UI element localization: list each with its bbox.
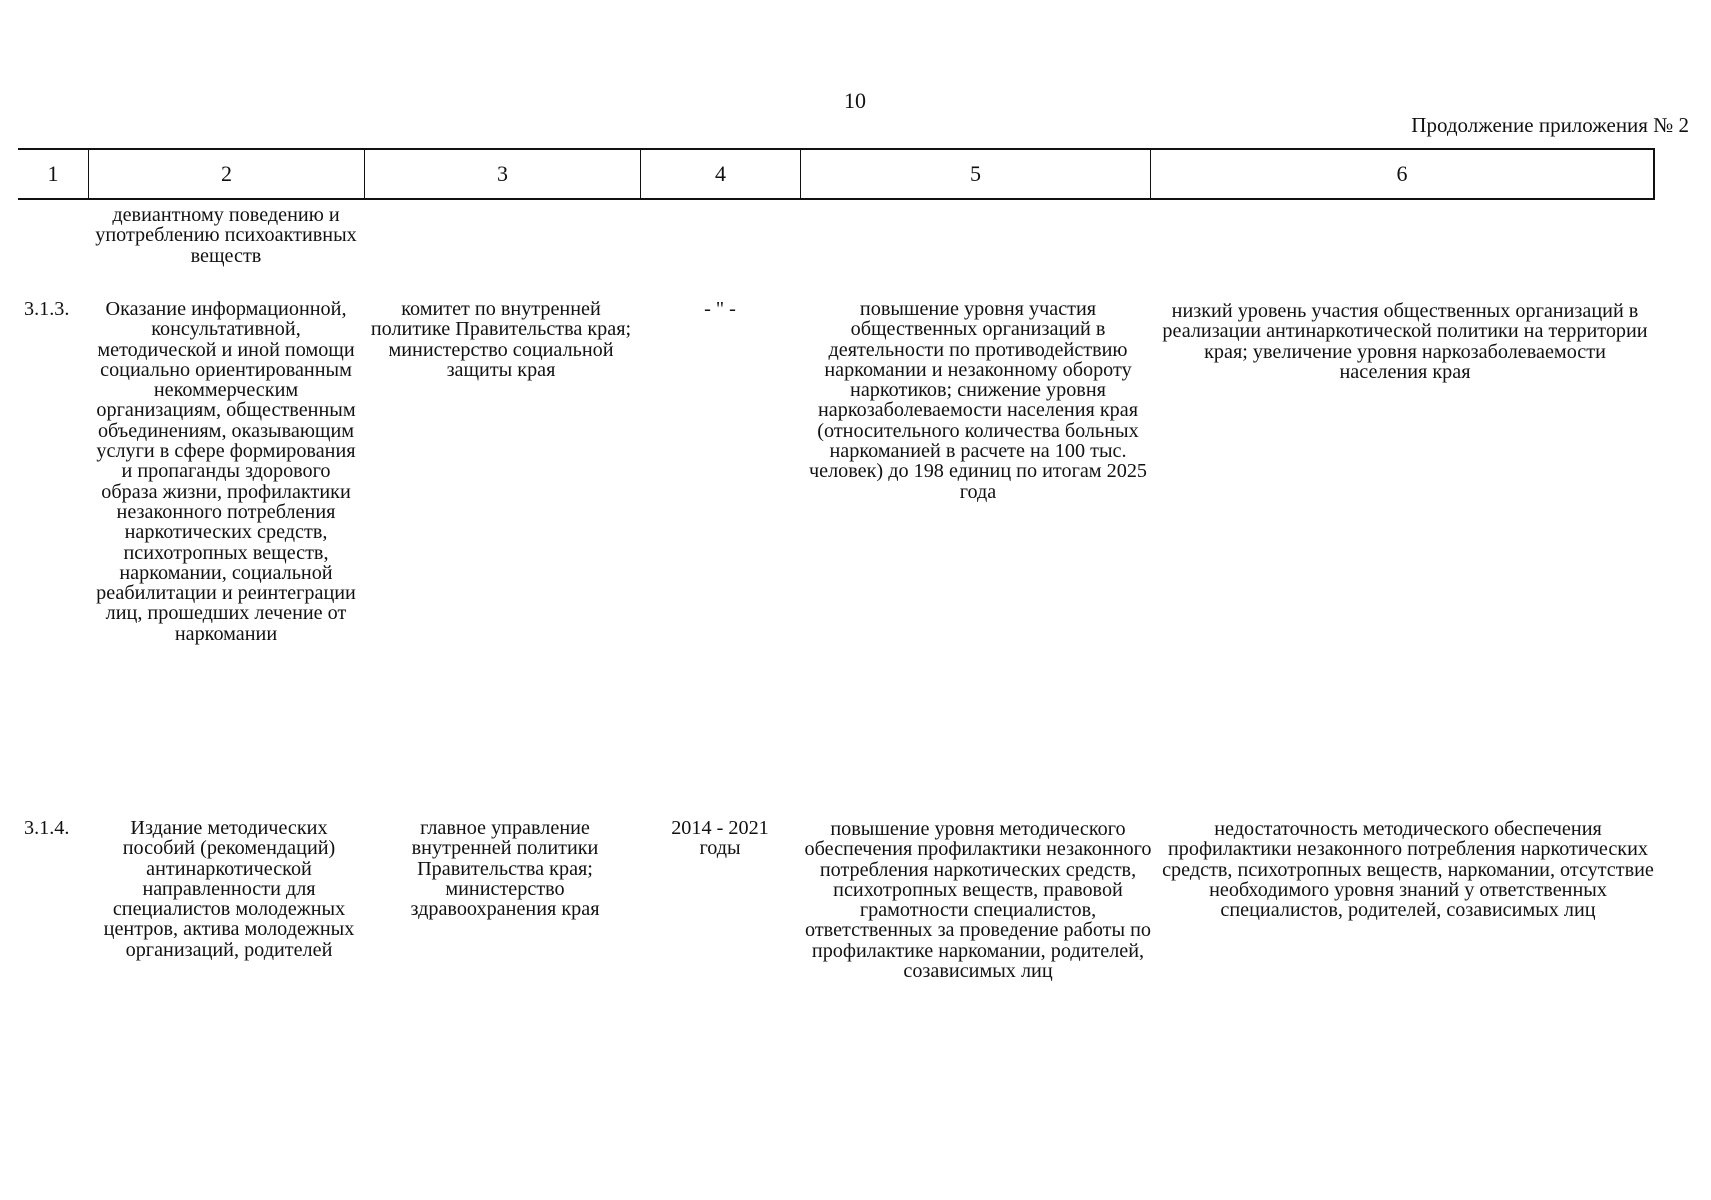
column-header-5: 5 xyxy=(800,150,1150,198)
executor-cell: главное управление внутренней политики Правительства края; министерство здравоохранения края xyxy=(410,817,600,921)
row-number: 3.1.4. xyxy=(24,817,70,839)
executor-cell: комитет по внутренней политике Правительства края; министерство социальной защиты края xyxy=(370,298,632,381)
column-header-1: 1 xyxy=(47,161,59,186)
page-number: 10 xyxy=(844,88,866,113)
period-cell: 2014 - 2021 годы xyxy=(671,817,769,860)
consequences-cell: недостаточность методического обеспечения профилактики незаконного потребления наркотических средств, психотропных веществ, наркомании, отсутствие необходимого уровня знаний у ответственных специалистов, родителей, созависимых лиц xyxy=(1162,818,1654,922)
column-header-3: 3 xyxy=(364,150,640,198)
continued-activity-text: девиантному поведению и употреблению психоактивных веществ xyxy=(95,204,357,267)
column-header-6: 6 xyxy=(1150,150,1655,198)
period-cell: - " - xyxy=(704,298,736,320)
column-header-2: 2 xyxy=(88,150,364,198)
consequences-cell: низкий уровень участия общественных организаций в реализации антинаркотической политики на территории края; увеличение уровня наркозаболеваемости населения края xyxy=(1162,300,1648,383)
activity-cell: Оказание информационной, консультативной, методической и иной помощи социально ориентированным некоммерческим организациям, общественным объединениям, оказывающим услуги в сфере формирования и пропаганды здорового образа жизни, профилактики незаконного потребления наркотических средств, психотропных веществ, наркомании, социальной реабилитации и реинтеграции лиц, прошедших лечение от наркомании xyxy=(96,298,356,645)
row-number: 3.1.3. xyxy=(24,298,70,320)
result-cell: повышение уровня методического обеспечения профилактики незаконного потребления наркотических средств, психотропных веществ, правовой грамотности специалистов, ответственных за проведение работы по профилактике наркомании, родителей, созависимых лиц xyxy=(804,818,1152,983)
appendix-continuation-note: Продолжение приложения № 2 xyxy=(1411,113,1689,137)
activity-cell: Издание методических пособий (рекомендаций) антинаркотической направленности для специалистов молодежных центров, актива молодежных организаций, родителей xyxy=(103,817,355,961)
column-header-4: 4 xyxy=(640,150,800,198)
result-cell: повышение уровня участия общественных организаций в деятельности по противодействию наркомании и незаконному обороту наркотиков; снижение уровня наркозаболеваемости населения края (относительного количества больных наркоманией в расчете на 100 тыс. человек) до 198 единиц по итогам 2025 года xyxy=(808,298,1148,503)
table-header-row xyxy=(18,148,1655,200)
